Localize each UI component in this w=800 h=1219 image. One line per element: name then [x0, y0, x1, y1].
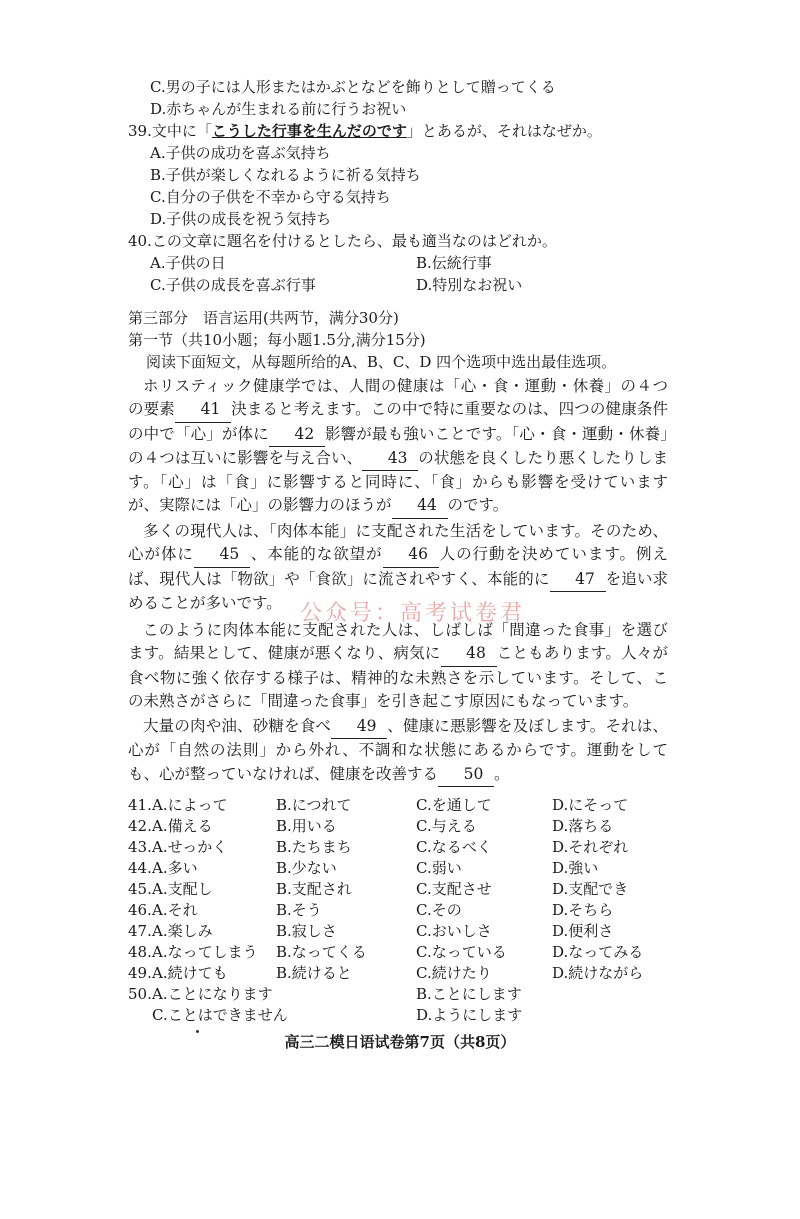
option-c: C.支配させ — [416, 880, 492, 898]
option-a: A.せっかく — [152, 838, 228, 856]
option-b: B.そう — [276, 901, 322, 919]
passage-text: 、本能的な欲望が — [249, 545, 383, 564]
q39-option-d: D.子供の成長を祝う気持ち — [150, 210, 332, 228]
passage-text: 人の行動を決めています。例えば、現代人は「物欲」や「食欲」に流されやすく、本能的に — [128, 545, 668, 588]
option-b: B.支配され — [276, 880, 352, 898]
passage-text: を追い求めることが多いです。 — [128, 569, 668, 612]
passage-paragraph-1 — [128, 375, 668, 519]
option-c: C.続けたり — [416, 964, 492, 982]
passage-text: 多くの現代人は、「肉体本能」に支配された生活をしています。そのため、心が体に — [128, 522, 668, 564]
q39-option-c: C.自分の子供を不幸から守る気持ち — [150, 188, 391, 206]
option-b: B.用いる — [276, 817, 337, 835]
option-b: B.たちまち — [276, 838, 352, 856]
blank-48: 48 — [441, 642, 497, 666]
q40-option-d: D.特別なお祝い — [416, 276, 523, 294]
passage-text: 決まると考えます。この中で特に重要なのは、四つの健康条件の中で「心」が体に — [128, 400, 668, 443]
question-number: 48. — [128, 943, 152, 961]
option-d: D.そちら — [552, 901, 614, 919]
question-number: 50. — [128, 985, 152, 1003]
passage-text: 大量の肉や油、砂糖を食べ — [143, 717, 332, 735]
option-c: C.を通して — [416, 796, 492, 814]
q38-option-d: D.赤ちゃんが生まれる前に行うお祝い — [150, 100, 407, 118]
option-a: A.なってしまう — [152, 943, 258, 961]
option-d: D.にそって — [552, 796, 629, 814]
option-c: C.その — [416, 901, 462, 919]
option-b: B.なってくる — [276, 943, 367, 961]
option-a: A.備える — [152, 817, 213, 835]
option-c: C.なるべく — [416, 838, 492, 856]
blank-49: 49 — [331, 715, 387, 739]
question-number: 43. — [128, 838, 152, 856]
passage-text: のです。 — [447, 496, 509, 515]
option-a: A.多い — [152, 859, 198, 877]
option-a: A.楽しみ — [152, 922, 213, 940]
option-a: A.支配し — [152, 880, 213, 898]
watermark: 公众号：高考试卷君 — [300, 601, 526, 626]
option-d: D.強い — [552, 859, 599, 877]
question-number: 47. — [128, 922, 152, 940]
passage-text: の状態を良くしたり悪くしたりします。「心」は「食」に影響すると同時に、「食」からも影響を受けていますが、実際には「心」の影響力のほうが — [128, 448, 668, 515]
q38-option-c: C.男の子には人形またはかぶとなどを飾りとして贈ってくる — [150, 78, 556, 96]
option-c: C.与える — [416, 817, 477, 835]
option-b: B.少ない — [276, 859, 337, 877]
passage-text: 影響が最も強いことです。「心・食・運動・休養」の４つは互いに影響を与え合い、 — [128, 424, 668, 467]
q39-stem — [128, 120, 602, 142]
option-a: A.ことになります — [152, 985, 273, 1003]
blank-42: 42 — [269, 423, 325, 447]
option-b: B.ことにします — [416, 985, 522, 1003]
option-b: B.続けると — [276, 964, 352, 982]
blank-43: 43 — [362, 447, 418, 471]
passage-paragraph-4 — [128, 715, 668, 787]
section-instruction: 阅读下面短文，从每题所给的A、B、C、D 四个选项中选出最佳选项。 — [146, 353, 617, 371]
q40-stem: 40.この文章に題名を付けるとしたら、最も適当なのはどれか。 — [128, 232, 557, 250]
blank-47: 47 — [550, 568, 606, 592]
option-b: B.につれて — [276, 796, 352, 814]
question-number: 41. — [128, 796, 152, 814]
q40-option-b: B.伝統行事 — [416, 254, 492, 272]
question-number: 49. — [128, 964, 152, 982]
q40-option-a: A.子供の日 — [150, 254, 226, 272]
question-number: 45. — [128, 880, 152, 898]
q39-prefix: 39.文中に「 — [128, 122, 212, 140]
question-number: 44. — [128, 859, 152, 877]
q40-option-c: C.子供の成長を喜ぶ行事 — [150, 276, 316, 294]
passage-paragraph-3 — [128, 619, 668, 713]
section-part-title: 第三部分 语言运用(共两节，满分30分) — [128, 309, 399, 327]
q39-quote: こうした行事を生んだのです — [211, 122, 407, 140]
blank-46: 46 — [383, 543, 439, 567]
blank-50: 50 — [438, 763, 494, 787]
option-b: B.寂しさ — [276, 922, 337, 940]
option-c: C.ことはできません — [152, 1006, 288, 1024]
option-d: D.落ちる — [552, 817, 614, 835]
passage-text: ホリスティック健康学では、人間の健康は「心・食・運動・休養」の４つの要素 — [128, 377, 668, 419]
blank-45: 45 — [194, 543, 250, 567]
option-d: D.続けながら — [552, 964, 644, 982]
option-d: D.なってみる — [552, 943, 644, 961]
passage-text: こともあります。人々が食べ物に強く依存する様子は、精神的な未熟さを示しています。そして、この未熟さがさらに「間違った食事」を引き起こす原因にもなっています。 — [128, 644, 669, 710]
option-a: A.続けても — [152, 964, 228, 982]
blank-41: 41 — [175, 398, 231, 422]
q39-option-a: A.子供の成功を喜ぶ気持ち — [150, 144, 331, 162]
option-c: C.なっている — [416, 943, 507, 961]
option-d: D.支配でき — [552, 880, 629, 898]
option-d: D.ようにします — [416, 1006, 523, 1024]
option-d: D.便利さ — [552, 922, 614, 940]
blank-44: 44 — [392, 494, 448, 518]
option-a: A.によって — [152, 796, 228, 814]
q39-option-b: B.子供が楽しくなれるように祈る気持ち — [150, 166, 421, 184]
question-number: 42. — [128, 817, 152, 835]
option-c: C.弱い — [416, 859, 462, 877]
page-footer: 高三二模日语试卷第7页（共8页） — [284, 1033, 516, 1051]
option-c: C.おいしさ — [416, 922, 492, 940]
section-sub-title: 第一节（共10小题；每小题1.5分,满分15分) — [128, 331, 426, 349]
question-number: 46. — [128, 901, 152, 919]
passage-text: 。 — [494, 764, 510, 783]
q39-suffix: 」とあるが、それはなぜか。 — [406, 122, 602, 140]
option-d: D.それぞれ — [552, 838, 629, 856]
option-a: A.それ — [152, 901, 198, 919]
passage-text: 、健康に悪影響を及ぼします。それは、心が「自然の法則」から外れ、不調和な状態にあるからです。運動をしても、心が整っていなければ、健康を改善する — [128, 717, 668, 783]
passage-text: このように肉体本能に支配された人は、しばしば「間違った食事」を選びます。結果として、健康が悪くなり、病気に — [128, 621, 668, 663]
